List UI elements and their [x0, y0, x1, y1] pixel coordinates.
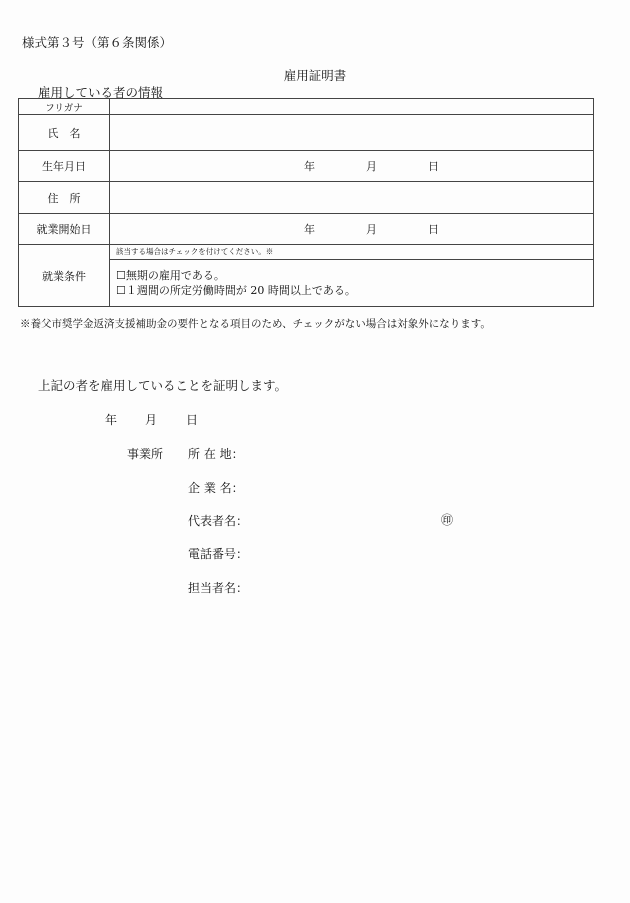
start-date-field[interactable] — [110, 214, 594, 245]
table-row — [19, 245, 594, 307]
table-row — [19, 115, 594, 151]
birthdate-day-label: 日 — [428, 160, 439, 173]
address-label: 住 所 — [19, 182, 110, 214]
footnote: ※養父市奨学金返済支援補助金の要件となる項目のため、チェックがない場合は対象外になります。 — [20, 318, 491, 330]
contact-person-label: 担当者名： — [188, 581, 249, 595]
table-row — [19, 99, 594, 115]
representative-label: 代表者名： — [188, 514, 249, 528]
checkbox-indefinite-employment[interactable]: ☐無期の雇用である。 — [116, 269, 225, 282]
section-heading: 雇用している者の情報 — [38, 85, 164, 100]
furigana-label: フリガナ — [19, 99, 110, 115]
start-year-label: 年 — [304, 223, 315, 236]
table-row — [19, 151, 594, 182]
conditions-field — [110, 245, 594, 307]
company-name-label: 企 業 名： — [188, 481, 244, 495]
birthdate-year-label: 年 — [304, 160, 315, 173]
cert-day-label: 日 — [186, 413, 199, 427]
name-label: 氏 名 — [19, 115, 110, 151]
conditions-note: 該当する場合はチェックを付けてください。※ — [110, 245, 593, 260]
document-title: 雇用証明書 — [283, 68, 347, 83]
seal-mark: ㊞ — [441, 513, 454, 527]
conditions-options — [110, 260, 593, 298]
address-field[interactable] — [110, 182, 594, 214]
start-month-label: 月 — [366, 223, 377, 236]
name-field[interactable] — [110, 115, 594, 151]
birthdate-field[interactable] — [110, 151, 594, 182]
cert-year-label: 年 — [105, 413, 118, 427]
table-row — [19, 182, 594, 214]
phone-label: 電話番号： — [188, 547, 249, 561]
furigana-field[interactable] — [110, 99, 594, 115]
office-label: 事業所 — [127, 447, 164, 461]
conditions-label: 就業条件 — [19, 245, 110, 307]
birthdate-label: 生年月日 — [19, 151, 110, 182]
checkbox-weekly-hours[interactable]: ☐１週間の所定労働時間が 20 時間以上である。 — [116, 284, 356, 297]
office-address-label: 所 在 地： — [188, 447, 244, 461]
start-date-label: 就業開始日 — [19, 214, 110, 245]
certification-statement: 上記の者を雇用していることを証明します。 — [38, 378, 288, 393]
form-number-label: 様式第３号（第６条関係） — [22, 35, 173, 50]
employee-info-table — [18, 98, 594, 307]
start-day-label: 日 — [428, 223, 439, 236]
table-row — [19, 214, 594, 245]
birthdate-month-label: 月 — [366, 160, 377, 173]
cert-month-label: 月 — [145, 413, 158, 427]
